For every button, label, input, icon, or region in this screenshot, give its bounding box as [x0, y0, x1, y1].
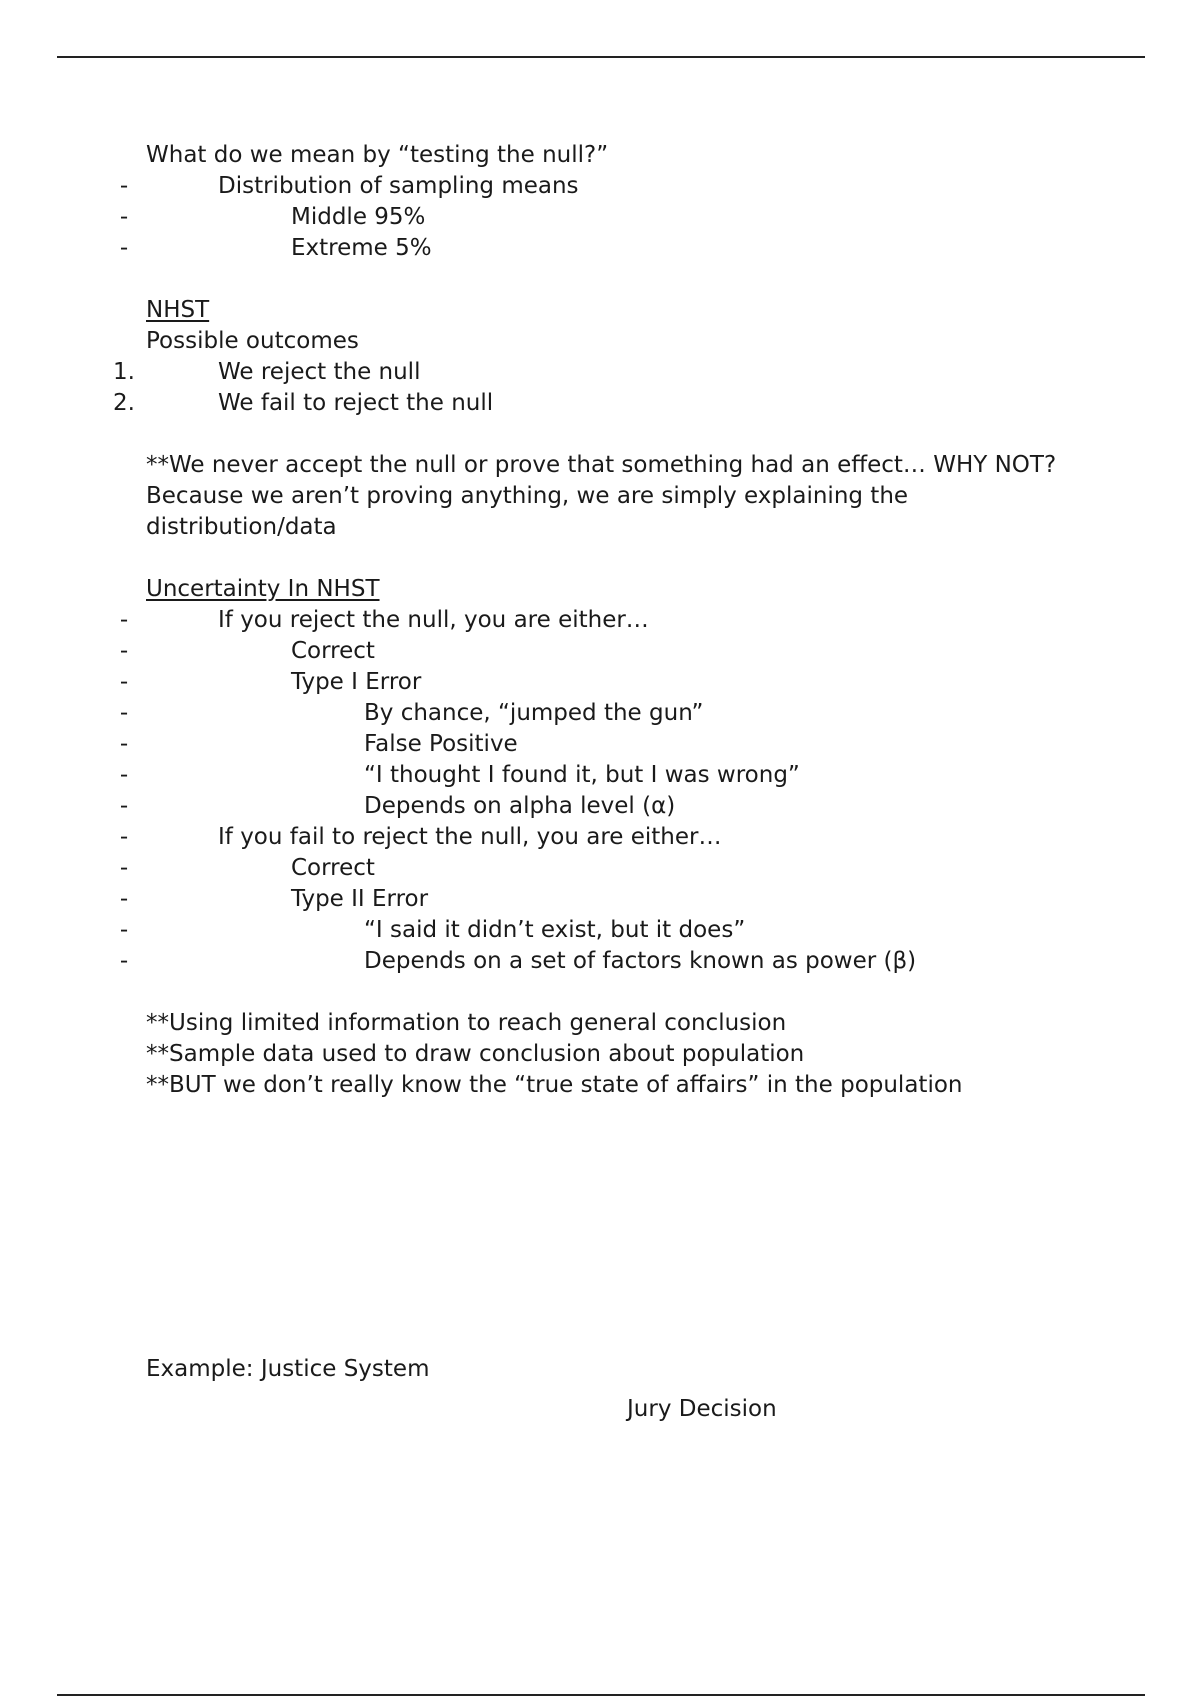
dash-marker: - — [119, 886, 129, 912]
bullet-text: Depends on alpha level (α) — [364, 793, 676, 819]
bullet-text: False Positive — [364, 731, 518, 757]
bullet-text: Depends on a set of factors known as power (β) — [364, 948, 917, 974]
notes-body — [113, 140, 1086, 1101]
uncertainty-heading: Uncertainty In NHST — [146, 576, 380, 602]
number-marker: 2. — [113, 390, 135, 416]
dash-marker: - — [119, 173, 129, 199]
bullet-text: By chance, “jumped the gun” — [364, 700, 704, 726]
top-rule — [57, 56, 1145, 58]
outcome-1 — [113, 357, 1086, 388]
dash-marker: - — [119, 731, 129, 757]
bullet-text: If you reject the null, you are either… — [218, 607, 649, 633]
reject-correct — [119, 636, 1086, 667]
dash-marker: - — [119, 855, 129, 881]
dash-marker: - — [119, 793, 129, 819]
bottom-rule — [57, 1694, 1145, 1696]
dash-marker: - — [119, 607, 129, 633]
type-1-error — [119, 667, 1086, 698]
bullet-text: Middle 95% — [291, 204, 426, 230]
dash-marker: - — [119, 638, 129, 664]
example-title: Example: Justice System — [146, 1356, 430, 1382]
note-line: **BUT we don’t really know the “true state of affairs” in the population — [146, 1072, 963, 1098]
nhst-heading: NHST — [146, 297, 210, 323]
dash-marker: - — [119, 204, 129, 230]
type-2-detail — [119, 946, 1086, 977]
nhst-subheading: Possible outcomes — [146, 328, 359, 354]
bullet-text: Correct — [291, 638, 375, 664]
type-1-detail — [119, 698, 1086, 729]
dash-marker: - — [119, 700, 129, 726]
nhst-note: **We never accept the null or prove that something had an effect… WHY NOT? Because we aren’t proving anything, we are simply explaining the distribution/data — [146, 452, 1057, 540]
type-1-detail — [119, 729, 1086, 760]
note-line: **Using limited information to reach general conclusion — [146, 1010, 787, 1036]
sub-bullet-extreme — [119, 233, 1086, 264]
bullet-text: If you fail to reject the null, you are either… — [218, 824, 722, 850]
type-1-detail — [119, 760, 1086, 791]
bullet-text: Distribution of sampling means — [218, 173, 579, 199]
bullet-text: Type II Error — [291, 886, 429, 912]
type-2-detail — [119, 915, 1086, 946]
dash-marker: - — [119, 762, 129, 788]
reject-bullet — [119, 605, 1086, 636]
dash-marker: - — [119, 669, 129, 695]
bullet-text: Correct — [291, 855, 375, 881]
dash-marker: - — [119, 948, 129, 974]
bullet-text: “I thought I found it, but I was wrong” — [364, 762, 800, 788]
bullet-distribution — [119, 171, 1086, 202]
outcome-text: We fail to reject the null — [218, 390, 494, 416]
type-1-detail — [119, 791, 1086, 822]
fail-bullet — [119, 822, 1086, 853]
note-line: **Sample data used to draw conclusion about population — [146, 1041, 805, 1067]
number-marker: 1. — [113, 359, 135, 385]
bullet-text: Type I Error — [291, 669, 422, 695]
type-2-error — [119, 884, 1086, 915]
question-line: What do we mean by “testing the null?” — [146, 142, 609, 168]
outcome-text: We reject the null — [218, 359, 421, 385]
outcome-2 — [113, 388, 1086, 419]
dash-marker: - — [119, 824, 129, 850]
sub-bullet-middle — [119, 202, 1086, 233]
jury-decision-header: Jury Decision — [627, 1396, 777, 1422]
bullet-text: Extreme 5% — [291, 235, 432, 261]
dash-marker: - — [119, 235, 129, 261]
fail-correct — [119, 853, 1086, 884]
bullet-text: “I said it didn’t exist, but it does” — [364, 917, 746, 943]
dash-marker: - — [119, 917, 129, 943]
